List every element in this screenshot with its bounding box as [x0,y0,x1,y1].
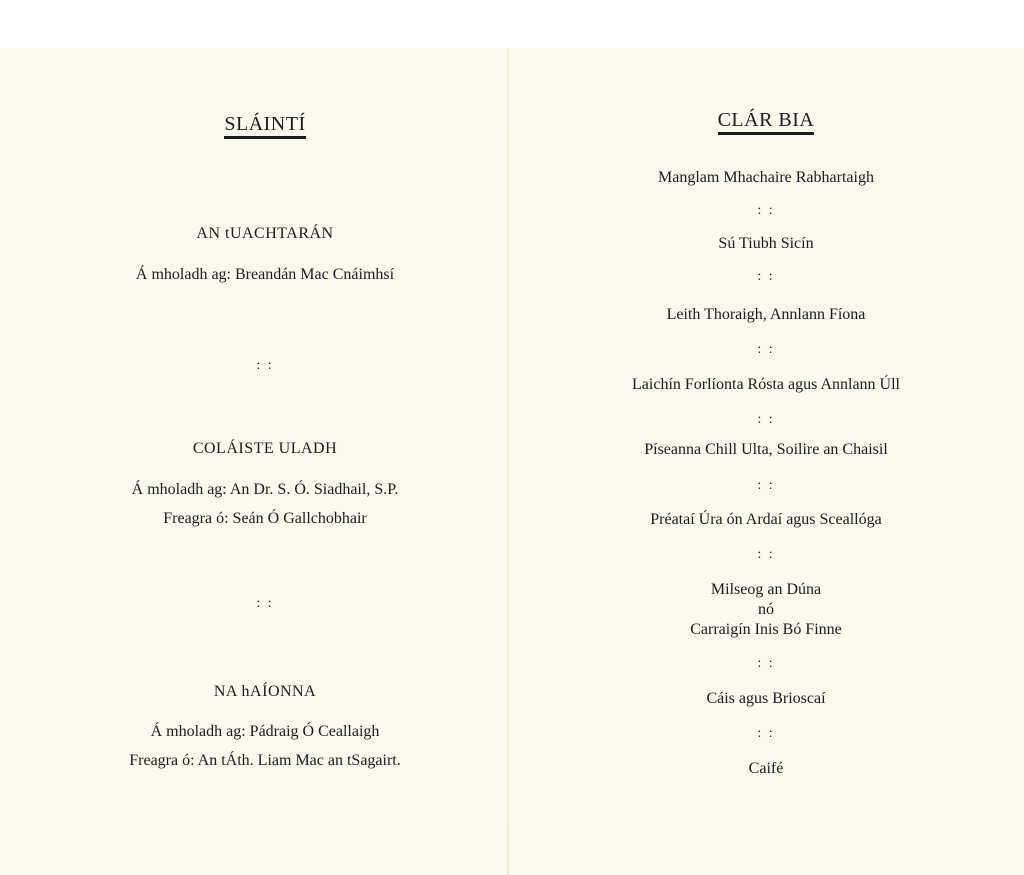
menu-course: Préataí Úra ón Ardaí agus Sceallóga [650,511,882,528]
menu-separator: : : [757,547,775,562]
menu-course: Sú Tiubh Sicín [718,235,814,252]
menu-course: Píseanna Chill Ulta, Soilire an Chaisil [644,441,888,458]
toast-2-reply: Freagra ó: Seán Ó Gallchobhair [163,510,367,527]
menu-separator: : : [757,203,775,218]
toast-separator: : : [256,358,274,373]
page-top-margin [0,0,1024,48]
menu-course: Leith Thoraigh, Annlann Fíona [666,306,866,323]
toast-2-name: COLÁISTE ULADH [192,440,338,457]
menu-course: Manglam Mhachaire Rabhartaigh [658,169,874,186]
toast-separator: : : [256,596,274,611]
menu-separator: : : [757,269,775,284]
menu-panel [508,48,1024,875]
toast-3-proposer: Á mholadh ag: Pádraig Ó Ceallaigh [150,723,380,740]
toast-2-proposer: Á mholadh ag: An Dr. S. Ó. Siadhail, S.P. [131,481,399,498]
toast-1-proposer: Á mholadh ag: Breandán Mac Cnáimhsí [135,266,395,283]
menu-course: Laichín Forlíonta Rósta agus Annlann Úll [632,376,900,393]
menu-course: Carraigín Inis Bó Finne [690,621,842,638]
menu-heading: CLÁR BIA [508,109,1024,135]
menu-course-or: nó [758,601,774,618]
menu-separator: : : [757,342,775,357]
menu-course: Caifé [748,760,784,777]
toast-3-name: NA hAÍONNA [213,683,317,700]
menu-course: Milseog an Dúna [710,581,822,598]
toast-1-name: AN tUACHTARÁN [196,225,334,242]
menu-separator: : : [757,478,775,493]
menu-course: Cáis agus Brioscaí [706,690,826,707]
menu-card [0,48,1024,875]
toasts-panel [0,48,530,875]
toast-3-reply: Freagra ó: An tÁth. Liam Mac an tSagairt. [129,752,401,769]
menu-separator: : : [757,412,775,427]
toasts-heading: SLÁINTÍ [0,113,530,139]
menu-separator: : : [757,726,775,741]
menu-separator: : : [757,656,775,671]
